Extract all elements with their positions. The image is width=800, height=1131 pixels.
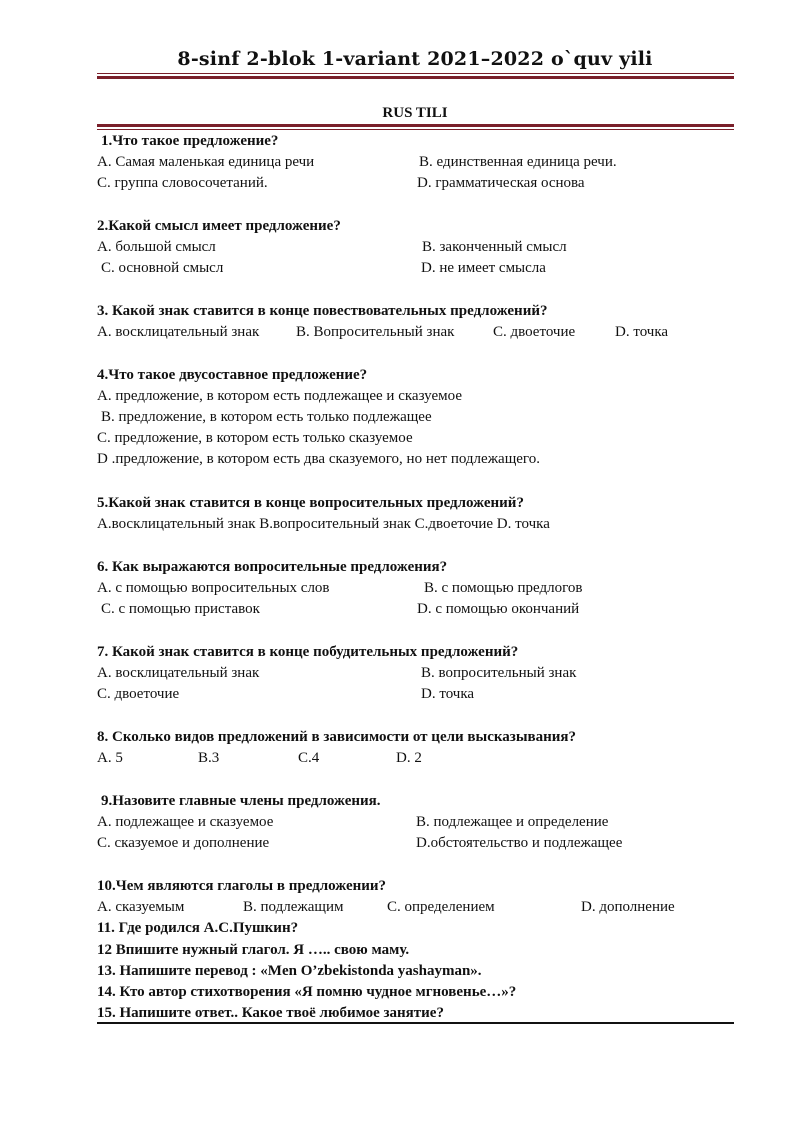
answer-1c: C. группа словосочетаний.: [97, 175, 268, 191]
answer-9b: B. подлежащее и определение: [416, 814, 609, 830]
question-15: 15. Напишите ответ.. Какое твоё любимое занятие?: [97, 1005, 444, 1021]
answer-9d: D.обстоятельство и подлежащее: [416, 835, 623, 851]
question-14: 14. Кто автор стихотворения «Я помню чудное мгновенье…»?: [97, 984, 517, 1000]
question-4: 4.Что такое двусоставное предложение?: [97, 367, 368, 383]
answer-8b: B.3: [198, 750, 220, 766]
answer-7b: B. вопросительный знак: [421, 665, 577, 681]
question-1: 1.Что такое предложение?: [101, 133, 279, 149]
answer-5: A.восклицательный знак B.вопросительный знак C.двоеточие D. точка: [97, 516, 550, 532]
answer-4a: A. предложение, в котором есть подлежащее и сказуемое: [97, 388, 462, 404]
question-8: 8. Сколько видов предложений в зависимости от цели высказывания?: [97, 729, 577, 745]
question-10: 10.Чем являются глаголы в предложении?: [97, 878, 387, 894]
page-title: 8-sinf 2-blok 1-variant 2021–2022 o`quv yili: [177, 48, 653, 70]
answer-2b: B. законченный смысл: [422, 239, 567, 255]
answer-4d: D .предложение, в котором есть два сказуемого, но нет подлежащего.: [97, 451, 540, 467]
title-rule-thick: [97, 76, 734, 79]
answer-8a: A. 5: [97, 750, 123, 766]
answer-3b: B. Вопросительный знак: [296, 324, 455, 340]
answer-10b: B. подлежащим: [243, 899, 344, 915]
answer-7d: D. точка: [421, 686, 475, 702]
question-3: 3. Какой знак ставится в конце повествовательных предложений?: [97, 303, 548, 319]
answer-10a: A. сказуемым: [97, 899, 185, 915]
bottom-rule: [97, 1022, 734, 1024]
subject-rule-thin: [97, 129, 734, 130]
question-6: 6. Как выражаются вопросительные предложения?: [97, 559, 448, 575]
answer-2c: C. основной смысл: [101, 260, 224, 276]
question-2: 2.Какой смысл имеет предложение?: [97, 218, 341, 234]
answer-3c: C. двоеточие: [493, 324, 576, 340]
question-12: 12 Впишите нужный глагол. Я ….. свою маму.: [97, 942, 410, 958]
question-7: 7. Какой знак ставится в конце побудительных предложений?: [97, 644, 519, 660]
question-5: 5.Какой знак ставится в конце вопросительных предложений?: [97, 495, 524, 511]
title-rule-thin: [97, 73, 734, 74]
answer-1a: A. Самая маленькая единица речи: [97, 154, 315, 170]
question-11: 11. Где родился А.С.Пушкин?: [97, 920, 299, 936]
question-13: 13. Напишите перевод : «Men O’zbekistonda yashayman».: [97, 963, 482, 979]
answer-9a: A. подлежащее и сказуемое: [97, 814, 274, 830]
answer-7a: A. восклицательный знак: [97, 665, 260, 681]
answer-1b: B. единственная единица речи.: [419, 154, 617, 170]
subject-rule-thick: [97, 124, 734, 127]
answer-8d: D. 2: [396, 750, 422, 766]
answer-6c: C. с помощью приставок: [101, 601, 260, 617]
answer-8c: C.4: [298, 750, 320, 766]
answer-4c: C. предложение, в котором есть только сказуемое: [97, 430, 413, 446]
answer-3a: A. восклицательный знак: [97, 324, 260, 340]
answer-3d: D. точка: [615, 324, 669, 340]
subject-title: RUS TILI: [382, 105, 448, 121]
answer-6d: D. с помощью окончаний: [417, 601, 580, 617]
answer-9c: C. сказуемое и дополнение: [97, 835, 270, 851]
answer-4b: B. предложение, в котором есть только подлежащее: [101, 409, 432, 425]
question-9: 9.Назовите главные члены предложения.: [101, 793, 381, 809]
answer-2a: A. большой смысл: [97, 239, 216, 255]
answer-1d: D. грамматическая основа: [417, 175, 585, 191]
answer-6a: A. с помощью вопросительных слов: [97, 580, 330, 596]
answer-7c: C. двоеточие: [97, 686, 180, 702]
answer-6b: B. с помощью предлогов: [424, 580, 583, 596]
answer-10d: D. дополнение: [581, 899, 675, 915]
answer-2d: D. не имеет смысла: [421, 260, 546, 276]
answer-10c: C. определением: [387, 899, 495, 915]
